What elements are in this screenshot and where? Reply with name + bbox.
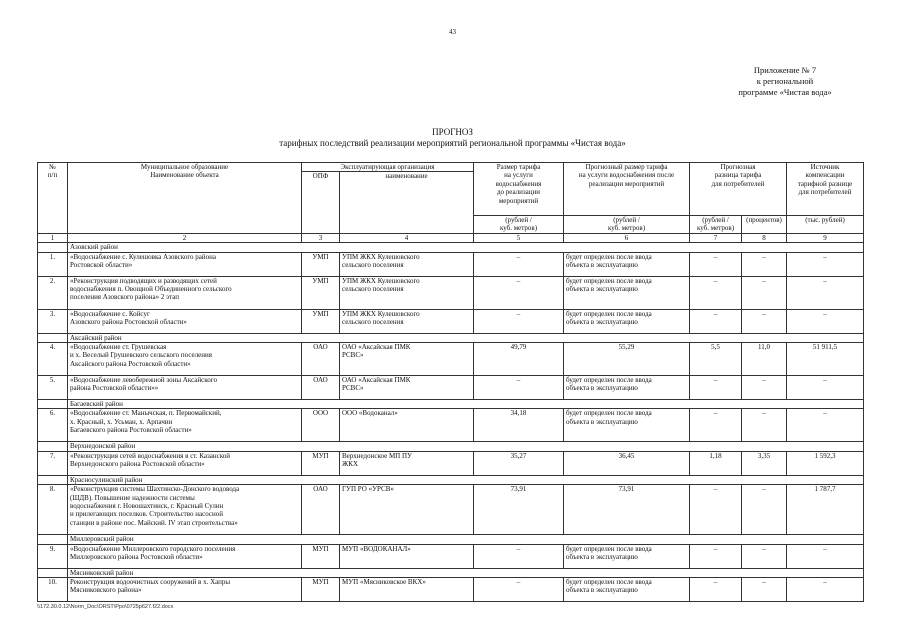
region-spacer (38, 475, 68, 484)
region-name: Азовский район (68, 243, 864, 252)
tariff-before: – (474, 252, 564, 276)
org-opf: МУП (302, 544, 340, 568)
diff-pct: – (742, 409, 787, 442)
diff-pct: – (742, 276, 787, 309)
org-name: ОАО «Аксайская ПМК РСВС» (340, 343, 474, 376)
table-row (38, 451, 864, 475)
region-spacer (38, 333, 68, 342)
table-row (38, 309, 864, 333)
region-name: Багаевский район (68, 400, 864, 409)
col-number: 8 (742, 233, 787, 242)
tariff-forecast: будет определен после ввода объекта в эксплуатацию (564, 376, 690, 400)
appendix-label (700, 65, 870, 98)
compensation-source: – (787, 544, 864, 568)
region-spacer (38, 400, 68, 409)
document-title (0, 127, 905, 149)
tariff-before: 35,27 (474, 451, 564, 475)
diff-pct: – (742, 578, 787, 602)
org-name: УПМ ЖКХ Кулешовского сельского поселения (340, 252, 474, 276)
compensation-source: – (787, 276, 864, 309)
file-path-footer: \\172.30.0.12\Norm_Doc\ORST\Ppo\0725p627.f22.docx (37, 604, 174, 610)
tariff-forecast: 36,45 (564, 451, 690, 475)
page-number: 43 (449, 28, 456, 36)
object-name: «Водоснабжение с. Койсуг Азовского района Ростовской области» (68, 309, 302, 333)
tariff-before: 49,79 (474, 343, 564, 376)
appendix-line-1: Приложение № 7 (753, 65, 817, 75)
row-number: 4. (38, 343, 68, 376)
tariff-before: 34,18 (474, 409, 564, 442)
diff-pct: – (742, 376, 787, 400)
diff-rub: – (690, 544, 742, 568)
diff-rub: – (690, 485, 742, 535)
row-number: 1. (38, 252, 68, 276)
header-diff: Прогнозная разница тарифа для потребителей (690, 163, 787, 216)
header-source-unit: (тыс. рублей) (787, 216, 864, 234)
tariff-forecast: будет определен после ввода объекта в эксплуатацию (564, 544, 690, 568)
header-source: Источник компенсации тарифной разнице для потребителей (787, 163, 864, 216)
header-municipality: Муниципальное образование Наименование объекта (68, 163, 302, 234)
col-number: 1 (38, 233, 68, 242)
tariff-forecast: будет определен после ввода объекта в эксплуатацию (564, 578, 690, 602)
appendix-line-2: к региональной (756, 76, 814, 86)
tariff-forecast: будет определен после ввода объекта в эксплуатацию (564, 252, 690, 276)
tariff-forecast: будет определен после ввода объекта в эксплуатацию (564, 409, 690, 442)
header-tariff-size-unit: (рублей / куб. метров) (474, 216, 564, 234)
col-number: 7 (690, 233, 742, 242)
tariff-forecast: 73,91 (564, 485, 690, 535)
tariff-before: – (474, 376, 564, 400)
compensation-source: 1 592,3 (787, 451, 864, 475)
region-row (38, 535, 864, 544)
header-forecast-tariff: Прогнозный размер тарифа на услуги водоснабжения после реализации мероприятий (564, 163, 690, 216)
diff-rub: – (690, 578, 742, 602)
region-row (38, 475, 864, 484)
tariff-forecast: будет определен после ввода объекта в эксплуатацию (564, 309, 690, 333)
org-name: УПМ ЖКХ Кулешовского сельского поселения (340, 309, 474, 333)
compensation-source: – (787, 376, 864, 400)
object-name: «Реконструкция сетей водоснабжения в ст. Казанской Верхнедонского района Ростовской области» (68, 451, 302, 475)
org-opf: УМП (302, 276, 340, 309)
row-number: 8. (38, 485, 68, 535)
region-spacer (38, 568, 68, 577)
region-row (38, 400, 864, 409)
table-row (38, 276, 864, 309)
diff-rub: – (690, 376, 742, 400)
tariff-before: – (474, 276, 564, 309)
row-number: 7. (38, 451, 68, 475)
column-number-row (38, 233, 864, 242)
diff-pct: – (742, 309, 787, 333)
compensation-source: 1 787,7 (787, 485, 864, 535)
header-diff-unit-rub: (рублей / куб. метров) (690, 216, 742, 234)
region-row (38, 442, 864, 451)
compensation-source: – (787, 578, 864, 602)
table-row (38, 252, 864, 276)
compensation-source: – (787, 409, 864, 442)
org-opf: ОАО (302, 376, 340, 400)
region-row (38, 333, 864, 342)
region-row (38, 243, 864, 252)
col-number: 2 (68, 233, 302, 242)
object-name: «Реконструкция системы Шахтинско-Донского водовода (ШДВ). Повышение надежности системы водоснабжения г. Новошахтинск, г. Красный Сулин и прилегающих поселков. Строительство насосной станции в районе пос. Майский. IV этап строительства» (68, 485, 302, 535)
tariff-before: 73,91 (474, 485, 564, 535)
object-name: «Реконструкция подводящих и разводящих сетей водоснабжения п. Овощной Объединенного сельского поселения Азовского района» 2 этап (68, 276, 302, 309)
org-name: ООО «Водоканал» (340, 409, 474, 442)
tariff-forecast: 55,29 (564, 343, 690, 376)
row-number: 2. (38, 276, 68, 309)
org-opf: МУП (302, 451, 340, 475)
header-row-1 (38, 163, 864, 172)
row-number: 6. (38, 409, 68, 442)
org-name: МУП «Мясниковское ВКХ» (340, 578, 474, 602)
region-name: Мясниковский район (68, 568, 864, 577)
diff-rub: 1,18 (690, 451, 742, 475)
region-name: Верхнедонской район (68, 442, 864, 451)
region-name: Красносулинский район (68, 475, 864, 484)
row-number: 5. (38, 376, 68, 400)
region-spacer (38, 243, 68, 252)
compensation-source: – (787, 252, 864, 276)
region-spacer (38, 442, 68, 451)
table-row (38, 409, 864, 442)
header-opf: ОПФ (302, 172, 340, 233)
region-spacer (38, 535, 68, 544)
header-diff-unit-pct: (процентов) (742, 216, 787, 234)
diff-pct: 3,35 (742, 451, 787, 475)
header-forecast-tariff-unit: (рублей / куб. метров) (564, 216, 690, 234)
diff-rub: 5,5 (690, 343, 742, 376)
tariff-forecast: будет определен после ввода объекта в эксплуатацию (564, 276, 690, 309)
appendix-line-3: программе «Чистая вода» (738, 87, 832, 97)
table-row (38, 376, 864, 400)
col-number: 3 (302, 233, 340, 242)
tariff-before: – (474, 309, 564, 333)
object-name: «Водоснабжение с. Кулешовка Азовского района Ростовской области» (68, 252, 302, 276)
object-name: «Водоснабжение левобережной зоны Аксайского района Ростовской области»» (68, 376, 302, 400)
diff-pct: – (742, 485, 787, 535)
tariff-before: – (474, 578, 564, 602)
header-num: № п/п (38, 163, 68, 234)
col-number: 9 (787, 233, 864, 242)
table-row (38, 343, 864, 376)
org-name: УПМ ЖКХ Кулешовского сельского поселения (340, 276, 474, 309)
header-operator: Эксплуатирующая организация (302, 163, 474, 172)
diff-rub: – (690, 252, 742, 276)
row-number: 9. (38, 544, 68, 568)
diff-pct: – (742, 252, 787, 276)
org-opf: ОАО (302, 343, 340, 376)
org-name: ОАО «Аксайская ПМК РСВС» (340, 376, 474, 400)
col-number: 6 (564, 233, 690, 242)
table-row (38, 544, 864, 568)
compensation-source: 51 911,5 (787, 343, 864, 376)
org-name: Верхнедонское МП ПУ ЖКХ (340, 451, 474, 475)
diff-rub: – (690, 309, 742, 333)
org-name: МУП «ВОДОКАНАЛ» (340, 544, 474, 568)
title-line-1: ПРОГНОЗ (432, 127, 473, 137)
row-number: 10. (38, 578, 68, 602)
diff-pct: 11,0 (742, 343, 787, 376)
tariff-before: – (474, 544, 564, 568)
object-name: «Водоснабжение ст. Грушевская и х. Веселый Грушевского сельского поселения Аксайского района Ростовской области» (68, 343, 302, 376)
org-opf: УМП (302, 252, 340, 276)
title-line-2: тарифных последствий реализации мероприятий региональной программы «Чистая вода» (279, 138, 626, 148)
table-row (38, 578, 864, 602)
org-name: ГУП РО «УРСВ» (340, 485, 474, 535)
header-tariff-size: Размер тарифа на услуги водоснабжения до реализации мероприятий (474, 163, 564, 216)
diff-rub: – (690, 276, 742, 309)
compensation-source: – (787, 309, 864, 333)
object-name: «Водоснабжение Миллеровского городского поселения Миллеровского района Ростовской области» (68, 544, 302, 568)
region-name: Аксайский район (68, 333, 864, 342)
org-opf: МУП (302, 578, 340, 602)
object-name: «Водоснабжение ст. Манычская, п. Первомайский, х. Красный, х. Усьман, х. Арпачин Багаевского района Ростовской области» (68, 409, 302, 442)
org-opf: ООО (302, 409, 340, 442)
region-row (38, 568, 864, 577)
header-org-name: наименование (340, 172, 474, 233)
region-name: Миллеровский район (68, 535, 864, 544)
tariff-forecast-table (37, 162, 864, 602)
col-number: 4 (340, 233, 474, 242)
org-opf: ОАО (302, 485, 340, 535)
row-number: 3. (38, 309, 68, 333)
object-name: Реконструкция водоочистных сооружений в х. Хапры Мясниковского района» (68, 578, 302, 602)
org-opf: УМП (302, 309, 340, 333)
col-number: 5 (474, 233, 564, 242)
diff-rub: – (690, 409, 742, 442)
diff-pct: – (742, 544, 787, 568)
table-row (38, 485, 864, 535)
